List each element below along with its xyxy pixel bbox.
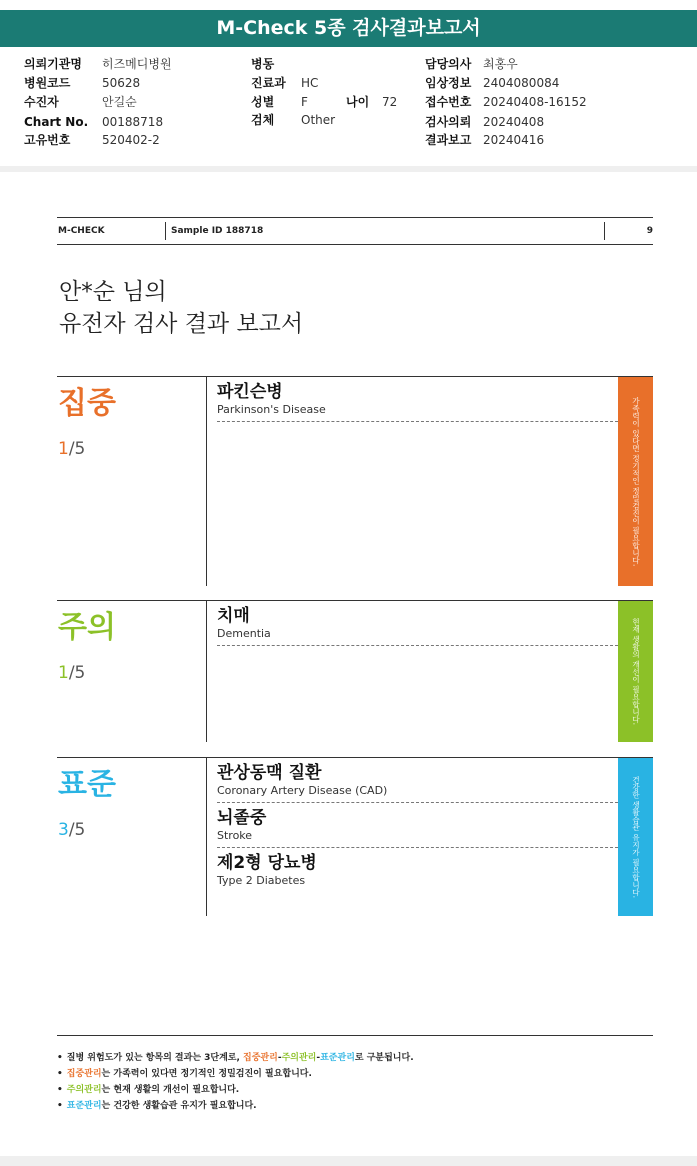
info-label: 결과보고 bbox=[425, 133, 472, 147]
note-focus: 집중관리 bbox=[66, 1069, 102, 1079]
info-value: 최홍우 bbox=[483, 57, 518, 71]
section-items bbox=[217, 601, 618, 646]
note-standard: 표준관리 bbox=[320, 1053, 355, 1063]
info-label: 담당의사 bbox=[425, 57, 472, 71]
list-item bbox=[217, 377, 618, 422]
age-value: 72 bbox=[382, 95, 398, 109]
page-header bbox=[57, 217, 653, 245]
info-label: 접수번호 bbox=[425, 95, 472, 109]
note-focus: 집중관리 bbox=[243, 1053, 278, 1063]
item-name-ko: 치매 bbox=[217, 606, 250, 626]
note-line bbox=[57, 1066, 653, 1082]
note-text: 는 현재 생활의 개선이 필요합니다. bbox=[101, 1085, 240, 1095]
info-label: 임상정보 bbox=[425, 76, 472, 90]
info-value: 2404080084 bbox=[483, 76, 560, 90]
section-items bbox=[217, 758, 618, 893]
bullet-icon: • bbox=[57, 1101, 63, 1111]
count-numerator: 1 bbox=[58, 663, 69, 683]
note-line bbox=[57, 1050, 653, 1066]
section-items bbox=[217, 377, 618, 422]
count-numerator: 1 bbox=[58, 439, 69, 459]
note-line bbox=[57, 1098, 653, 1114]
section-name: 주의 bbox=[58, 610, 116, 645]
info-label: 병원코드 bbox=[24, 76, 71, 90]
item-name-ko: 뇌졸중 bbox=[217, 808, 267, 828]
info-label: 진료과 bbox=[251, 76, 286, 90]
section-name: 표준 bbox=[58, 767, 116, 802]
note-caution: 주의관리 bbox=[281, 1053, 317, 1063]
list-item bbox=[217, 758, 618, 803]
info-value: F bbox=[301, 95, 308, 109]
section-summary bbox=[57, 377, 207, 586]
header-separator bbox=[165, 222, 166, 240]
list-item bbox=[217, 848, 618, 893]
info-label: 병동 bbox=[251, 57, 275, 71]
item-name-en: Coronary Artery Disease (CAD) bbox=[217, 784, 388, 797]
item-name-ko: 관상동맥 질환 bbox=[217, 763, 322, 783]
section-caution bbox=[57, 600, 653, 742]
title-line-2: 유전자 검사 결과 보고서 bbox=[59, 311, 304, 337]
info-value: 20240408 bbox=[483, 115, 545, 129]
bullet-icon: • bbox=[57, 1069, 63, 1079]
age-label: 나이 bbox=[346, 95, 370, 109]
section-name: 집중 bbox=[58, 386, 116, 421]
note-text: 는 가족력이 있다면 정기적인 정밀검진이 필요합니다. bbox=[101, 1069, 312, 1079]
section-tag-text: 현재 생활의 개선이 필요합니다. bbox=[631, 617, 641, 726]
section-tag-text: 건강한 생활습관 유지가 필요합니다. bbox=[631, 775, 641, 899]
info-value: 50628 bbox=[102, 76, 141, 90]
section-focus bbox=[57, 376, 653, 586]
header-separator bbox=[604, 222, 605, 240]
report-title: M-Check 5종 검사결과보고서 bbox=[216, 17, 481, 39]
title-line-1: 안*순 님의 bbox=[59, 279, 167, 305]
info-value: Other bbox=[301, 113, 336, 127]
section-tag-text: 가족력이 있다면 정기적인 정밀검진이 필요합니다. bbox=[631, 396, 641, 567]
info-label: 검체 bbox=[251, 113, 275, 127]
page-bottom-divider bbox=[0, 1156, 697, 1166]
info-value: 20240416 bbox=[483, 133, 545, 147]
section-count bbox=[58, 663, 85, 683]
page-brand: M-CHECK bbox=[58, 226, 105, 236]
section-divider bbox=[0, 166, 697, 172]
info-value: 20240408-16152 bbox=[483, 95, 587, 109]
report-title-bar bbox=[0, 10, 697, 47]
note-text: 로 구분됩니다. bbox=[354, 1053, 414, 1063]
section-standard bbox=[57, 757, 653, 916]
footnotes bbox=[57, 1035, 653, 1114]
bullet-icon: • bbox=[57, 1085, 63, 1095]
count-denominator: /5 bbox=[68, 820, 86, 840]
note-dash: - bbox=[316, 1053, 321, 1063]
section-tag bbox=[618, 758, 653, 916]
note-line bbox=[57, 1082, 653, 1098]
section-summary bbox=[57, 758, 207, 916]
section-tag bbox=[618, 377, 653, 586]
info-label: 의뢰기관명 bbox=[24, 57, 82, 71]
note-text: 는 건강한 생활습관 유지가 필요합니다. bbox=[101, 1101, 257, 1111]
section-count bbox=[58, 820, 85, 840]
info-label: 검사의뢰 bbox=[425, 115, 472, 129]
info-value: 히즈메디병원 bbox=[102, 57, 172, 71]
item-name-ko: 파킨슨병 bbox=[217, 382, 283, 402]
info-value: 안길순 bbox=[102, 95, 137, 109]
section-count bbox=[58, 439, 85, 459]
bullet-icon: • bbox=[57, 1053, 63, 1063]
note-caution: 주의관리 bbox=[66, 1085, 102, 1095]
section-summary bbox=[57, 601, 207, 742]
info-label: Chart No. bbox=[24, 115, 89, 129]
info-value: 00188718 bbox=[102, 115, 164, 129]
count-denominator: /5 bbox=[68, 439, 86, 459]
sample-id: Sample ID 188718 bbox=[171, 226, 264, 236]
page-number: 9 bbox=[646, 226, 653, 236]
item-name-en: Dementia bbox=[217, 627, 271, 640]
item-name-en: Type 2 Diabetes bbox=[217, 874, 306, 887]
info-value: 520402-2 bbox=[102, 133, 160, 147]
list-item bbox=[217, 601, 618, 646]
item-name-en: Stroke bbox=[217, 829, 253, 842]
count-numerator: 3 bbox=[58, 820, 69, 840]
info-label: 성별 bbox=[251, 95, 275, 109]
note-dash: - bbox=[277, 1053, 282, 1063]
list-item bbox=[217, 803, 618, 848]
count-denominator: /5 bbox=[68, 663, 86, 683]
info-value: HC bbox=[301, 76, 319, 90]
item-name-en: Parkinson's Disease bbox=[217, 403, 326, 416]
info-label: 수진자 bbox=[24, 95, 59, 109]
page-title bbox=[59, 276, 303, 340]
section-tag bbox=[618, 601, 653, 742]
item-name-ko: 제2형 당뇨병 bbox=[217, 853, 317, 873]
note-text: 질병 위험도가 있는 항목의 결과는 3단계로, bbox=[66, 1053, 244, 1063]
patient-info bbox=[0, 47, 697, 167]
note-standard: 표준관리 bbox=[66, 1101, 102, 1111]
info-label: 고유번호 bbox=[24, 133, 71, 147]
